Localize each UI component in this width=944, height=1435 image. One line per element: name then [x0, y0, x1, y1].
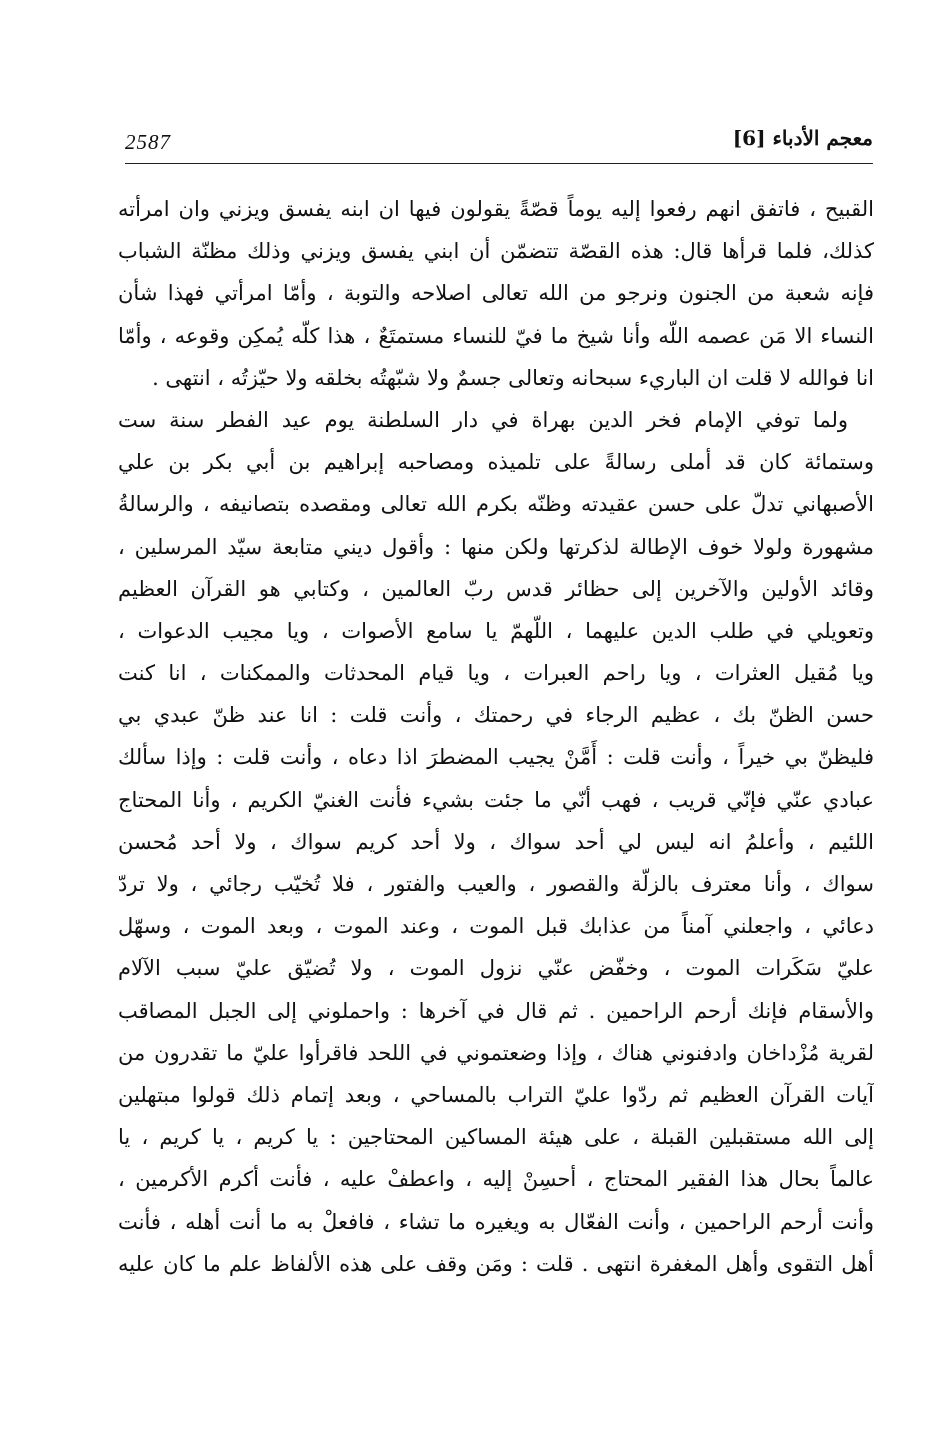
- text-line: الأصبهاني تدلّ على حسن عقيدته وظنّه بكرم الله تعالى ومقصده بتصانيفه ، والرسالةُ: [118, 492, 874, 517]
- text-line: عبادي عنّي فإنّي قريب ، فهب أنّي ما جئت بشيء فأنت الغنيّ الكريم ، وأنا المحتاج: [118, 787, 874, 812]
- text-line: إلى الله مستقبلين القبلة ، على هيئة المساكين المحتاجين : يا كريم ، يا كريم ، يا: [118, 1125, 874, 1150]
- text-line: والأسقام فإنك أرحم الراحمين . ثم قال في آخرها : واحملوني إلى الجبل المصاقب: [118, 998, 874, 1023]
- page-number: 2587: [125, 130, 171, 154]
- text-line: مشهورة ولولا خوف الإطالة لذكرتها ولكن منها : وأقول ديني متابعة سيّد المرسلين ،: [118, 534, 874, 559]
- text-line: القبيح ، فاتفق انهم رفعوا إليه يوماً قصّةً يقولون فيها ان ابنه يفسق ويزني وان امرأته: [118, 197, 874, 221]
- text-line: دعائي ، واجعلني آمناً من عذابك قبل الموت ، وعند الموت ، وبعد الموت ، وسهّل: [118, 914, 874, 939]
- text-line: وقائد الأولين والآخرين إلى حظائر قدس ربّ العالمين ، وكتابي هو القرآن العظيم: [118, 576, 874, 601]
- text-line: وتعويلي في طلب الدين عليهما ، اللّهمّ يا سامع الأصوات ، ويا مجيب الدعوات ،: [118, 618, 874, 643]
- text-line: لقرية مُزْداخان وادفنوني هناك ، وإذا وضعتموني في اللحد فاقرأوا عليّ ما تقدرون من: [118, 1040, 874, 1065]
- text-line: النساء الا مَن عصمه اللّه وأنا شيخ ما فيّ للنساء مستمتَعٌ ، هذا كلّه يُمكِن وقوعه ، وأمّا: [118, 323, 874, 348]
- text-line: ويا مُقيل العثرات ، ويا راحم العبرات ، ويا قيام المحدثات والممكنات ، انا كنت: [118, 661, 874, 686]
- text-line: عالماً بحال هذا الفقير المحتاج ، أحسِنْ إليه ، واعطفْ عليه ، فأنت أكرم الأكرمين ،: [118, 1167, 874, 1192]
- text-line: انا فوالله لا قلت ان الباريء سبحانه وتعالى جسمٌ ولا شبّهتُه بخلقه ولا حيّزتُه ، انتهى .: [152, 365, 874, 390]
- text-line: فليظنّ بي خيراً ، وأنت قلت : أَمَّنْ يجيب المضطرَ اذا دعاه ، وأنت قلت : وإذا سألك: [118, 745, 874, 770]
- text-line: وستمائة كان قد أملى رسالةً على تلميذه ومصاحبه إبراهيم بن أبي بكر بن علي: [118, 450, 874, 475]
- header-rule: [125, 163, 873, 164]
- text-line: حسن الظنّ بك ، عظيم الرجاء في رحمتك ، وأنت قلت : انا عند ظنّ عبدي بي: [118, 703, 874, 728]
- text-body: [118, 188, 874, 1285]
- text-line: سواك ، وأنا معترف بالزلّة والقصور ، والعيب والفتور ، فلا تُخيّب رجائي ، ولا تردّ: [118, 872, 874, 896]
- text-line: اللئيم ، وأعلمُ انه ليس لي أحد سواك ، ولا أحد كريم سواك ، ولا أحد مُحسن: [118, 829, 874, 854]
- page-header: [125, 126, 873, 164]
- text-line: ولما توفي الإمام فخر الدين بهراة في دار السلطنة يوم عيد الفطر سنة ست: [118, 407, 848, 432]
- running-title: معجم الأدباء [6]: [732, 126, 873, 150]
- text-line: وأنت أرحم الراحمين ، وأنت الفعّال به ويغيره ما تشاء ، فافعلْ به ما أنت أهله ، فأنت: [118, 1209, 874, 1234]
- text-line: عليّ سَكَرات الموت ، وخفّض عنّي نزول الموت ، ولا تُضيّق عليّ سبب الآلام: [118, 956, 874, 981]
- text-line: كذلك، فلما قرأها قال: هذه القصّة تتضمّن أن ابني يفسق ويزني وذلك مظنّة الشباب: [118, 239, 874, 264]
- text-line: فإنه شعبة من الجنون ونرجو من الله تعالى اصلاحه والتوبة ، وأمّا امرأتي فهذا شأن: [118, 281, 874, 306]
- text-line: أهل التقوى وأهل المغفرة انتهى . قلت : ومَن وقف على هذه الألفاظ علم ما كان عليه: [118, 1251, 874, 1276]
- text-line: آيات القرآن العظيم ثم ردّوا عليّ التراب بالمساحي ، وبعد إتمام ذلك قولوا مبتهلين: [118, 1082, 874, 1107]
